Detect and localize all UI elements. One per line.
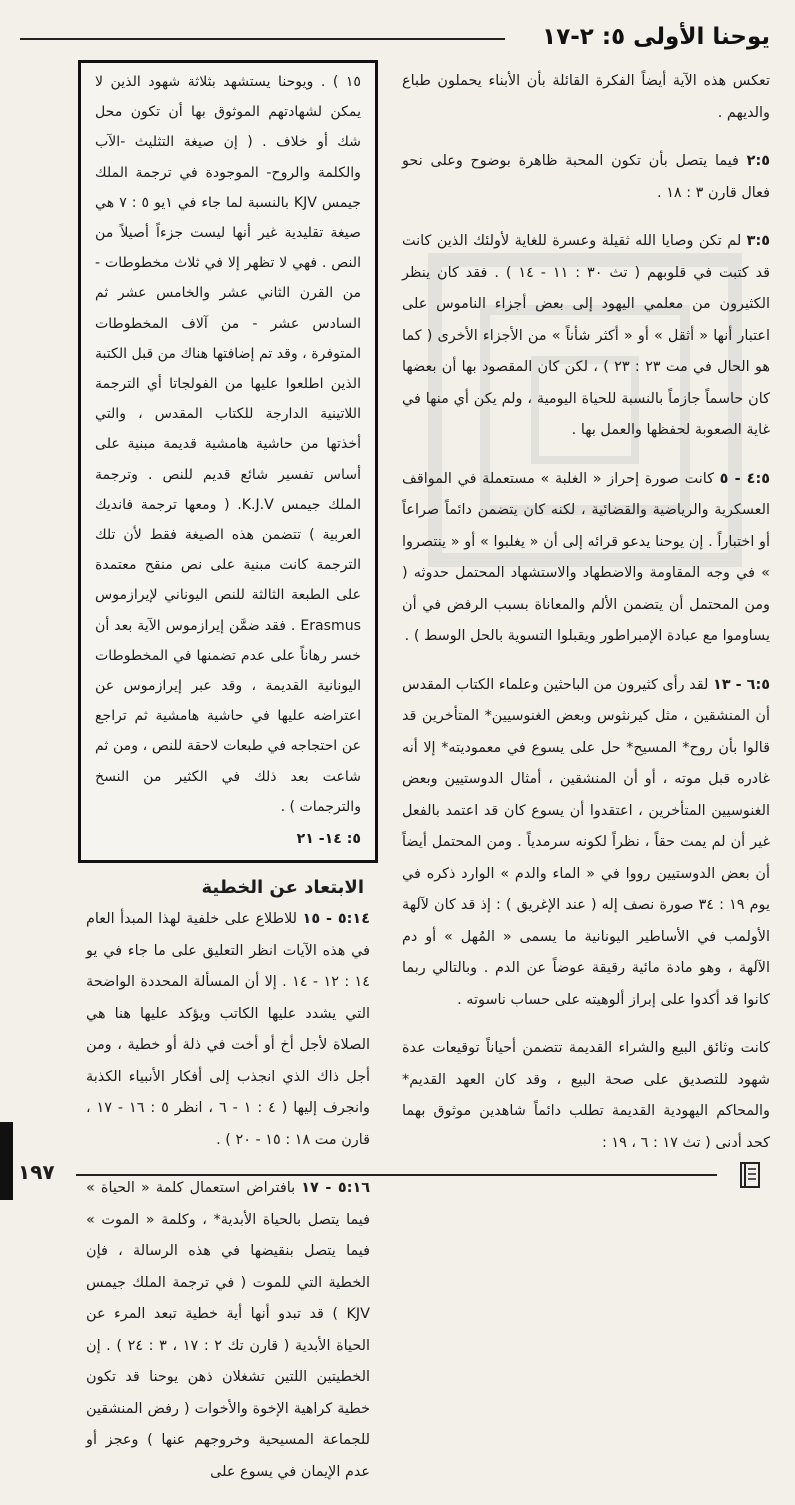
verse-reference: ٤:٥ - ٥ (719, 470, 770, 487)
running-header (20, 24, 770, 64)
section-heading: الابتعاد عن الخطية (201, 877, 364, 899)
paragraph (402, 226, 770, 447)
paragraph (402, 464, 770, 653)
paragraph-text: كانت صورة إحراز « الغلبة » مستعملة في المواقف العسكرية والرياضية والقضائية ، لكنه كان يتضمن دائماً صراعاً أو اختباراً . إن يوحنا يدعو قرائه إلى أن « يغلبوا » أو « ينتصروا » في وجه المقاومة والاضطهاد والاستشهاد المحتمل حدوثه ( ومن المحتمل أن يتضمن الألم والمعاناة بسبب الرفض في أن يساوموا مع عبادة الإمبراطور ويقبلوا التسوية بالحل الوسط ) . (402, 470, 770, 644)
boxed-note (78, 60, 378, 863)
paragraph-text: لقد رأى كثيرون من الباحثين وعلماء الكتاب المقدس أن المنشقين ، مثل كيرنثوس وبعض الغنوسيين* المتأخرين قد قالوا بأن روح* المسيح* حل على يسوع في معموديته* إلا أنه غادره قبل موته ، أو أن المنشقين ، أمثال الدوستيين وبعض الغنوسيين المتأخرين ، اعتقدوا أن يسوع كان قد اعتمد بالفعل غير أن لم يمت حقاً ، نظراً لكونه سرمدياً . ومن المحتمل أيضاً أن بعض الدوستيين رووا في « الماء والدم » الوارد ذكره في يوم ١٩ : ٣٤ صورة نصف إله ( عند الإغريق ) : إذ قد كان لآلهة الأولمب في الأساطير اليونانية ما يسمى « المُهل » أو دم الآلهة ، وهو مادة مائية رقيقة عوضاً عن الدم . وبالتالي ربما كانوا قد أكدوا على إبراز ألوهيته على حساب ناسوته . (402, 676, 770, 1008)
paragraph (402, 66, 770, 129)
paragraph-text: لم تكن وصايا الله ثقيلة وعسرة للغاية لأولئك الذين كانت قد كتبت في قلوبهم ( تث ٣٠ : ١١ - ١٤ ) . فقد كان ينظر الكثيرون من معلمي اليهود إلى بعض أجزاء الناموس على اعتبار أنها « أثقل » أو « أكثر شأناً » من الأجزاء الأخرى ( كما هو الحال في مت ٢٣ : ٢٣ ) ، لكن كان المقصود بها أن بعضها كان حاسماً جازماً بالنسبة للحياة اليومية ، ولم يكن أي منها في غاية الصعوبة لحفظها والعمل بها . (402, 233, 771, 438)
boxed-note-text: ١٥ ) . ويوحنا يستشهد بثلاثة شهود الذين لا يمكن لشهادتهم الموثوق بها أن تكون محل شك أو خلاف . ( إن صيغة التثليث -الآب والكلمة والروح- الموجودة في ترجمة الملك جيمس KJV بالنسبة لما جاء في ١يو ٥ : ٧ هي صيغة تقليدية غير أنها ليست جزءاً أصيلاً من النص . فهي لا تظهر إلا في ثلاث مخطوطات - من القرن الثاني عشر والخامس عشر ثم السادس عشر - من آلاف المخطوطات المتوفرة ، وقد تم إضافتها هناك من قبل الكتبة الذين اطلعوا عليها من الفولجاتا أي الترجمة اللاتينية الدارجة للكتاب المقدس ، والتي أخذتها من حاشية هامشية قديمة مبنية على أساس تفسير شائع قديم للنص . وترجمة الملك جيمس K.J.V. ( ومعها ترجمة فانديك العربية ) تتضمن هذه الصيغة فقط لأن تلك الترجمة كانت مبنية على نص منقح معتمدة على الطبعة الثالثة للنص اليوناني لإيرازموس Erasmus . فقد ضمَّن إيرازموس الآية بعد أن خسر رهاناً على عدم تضمنها في المخطوطات اليونانية القديمة ، وقد عبر إيرازموس عن اعتراضه عليها في حاشية هامشية ثم تراجع عن احتجاجه في طبعات لاحقة للنص ، ومن ثم شاعت بعد ذلك في الكثير من النسخ والترجمات ) . (95, 74, 362, 815)
paragraph-text: للاطلاع على خلفية لهذا المبدأ العام في هذه الآيات انظر التعليق على ما جاء في يو ١٤ : ١٢ - ١٤ . إلا أن المسألة المحددة الواضحة التي يشدد عليها الكاتب ويؤكد عليها هنا هي الصلاة لأجل أخ أو أخت في ذلة أو خطية ، ومن أجل ذاك الذي انجذب إلى أفكار الأنبياء الكذبة وانجرف إليها ( ٤ : ١ - ٦ ، انظر ٥ : ١٦ - ١٧ ، قارن مت ١٨ : ١٥ - ٢٠ ) . (86, 911, 371, 1148)
paragraph (78, 1173, 378, 1488)
verse-reference: ٢:٥ (746, 153, 770, 169)
binding-spine (0, 1122, 13, 1200)
running-title: يوحنا الأولى ٥: ٢-١٧ (542, 24, 770, 50)
left-column (78, 60, 378, 1505)
page-footer (18, 1160, 775, 1190)
paragraph-text: كانت وثائق البيع والشراء القديمة تتضمن أحياناً توقيعات عدة شهود للتصديق على صحة البيع ، وقد كان العهد القديم* والمحاكم اليهودية القديمة تطلب دائماً شاهدين موثوق بهما كحد أدنى ( تث ١٧ : ٦ ، ١٩ : (402, 1040, 770, 1151)
paragraph (78, 904, 378, 1156)
right-column (402, 66, 770, 1176)
left-column-body (78, 904, 378, 1488)
paragraph (402, 670, 770, 1017)
boxed-note-end-ref: ٥: ١٤- ٢١ (296, 831, 361, 848)
paragraph (402, 1033, 770, 1159)
footer-rule (76, 1174, 717, 1176)
header-rule (20, 38, 505, 40)
verse-reference: ٥:١٤ - ١٥ (302, 911, 370, 928)
paragraph-text: تعكس هذه الآية أيضاً الفكرة القائلة بأن الأبناء يحملون طباع والديهم . (402, 73, 770, 121)
verse-reference: ٥:١٦ - ١٧ (301, 1180, 371, 1197)
page-number: ١٩٧ (18, 1160, 55, 1184)
paragraph-text: بافتراض استعمال كلمة « الحياة » فيما يتصل بالحياة الأبدية* ، وكلمة « الموت » فيما يتصل بنقيضها في هذه الرسالة ، فإن الخطية التي للموت ( في ترجمة الملك جيمس KJV ) قد تبدو أنها أية خطية تبعد المرء عن الحياة الأبدية ( قارن تك ٢ : ١٧ ، ٣ : ٢٤ ) . إن الخطيتين اللتين تشغلان ذهن يوحنا قد تكون خطية كراهية الإخوة والأخوات ( رفض المنشقين للجماعة المسيحية وخروجهم عنها ) وعجز أو عدم الإيمان في يسوع على (86, 1180, 371, 1480)
paragraph-text: فيما يتصل بأن تكون المحبة ظاهرة بوضوح وعلى نحو فعال قارن ٣ : ١٨ . (402, 153, 770, 201)
book-icon (737, 1160, 765, 1190)
paragraph (402, 146, 770, 209)
verse-reference: ٣:٥ (746, 233, 770, 249)
verse-reference: ٦:٥ - ١٣ (713, 676, 770, 693)
